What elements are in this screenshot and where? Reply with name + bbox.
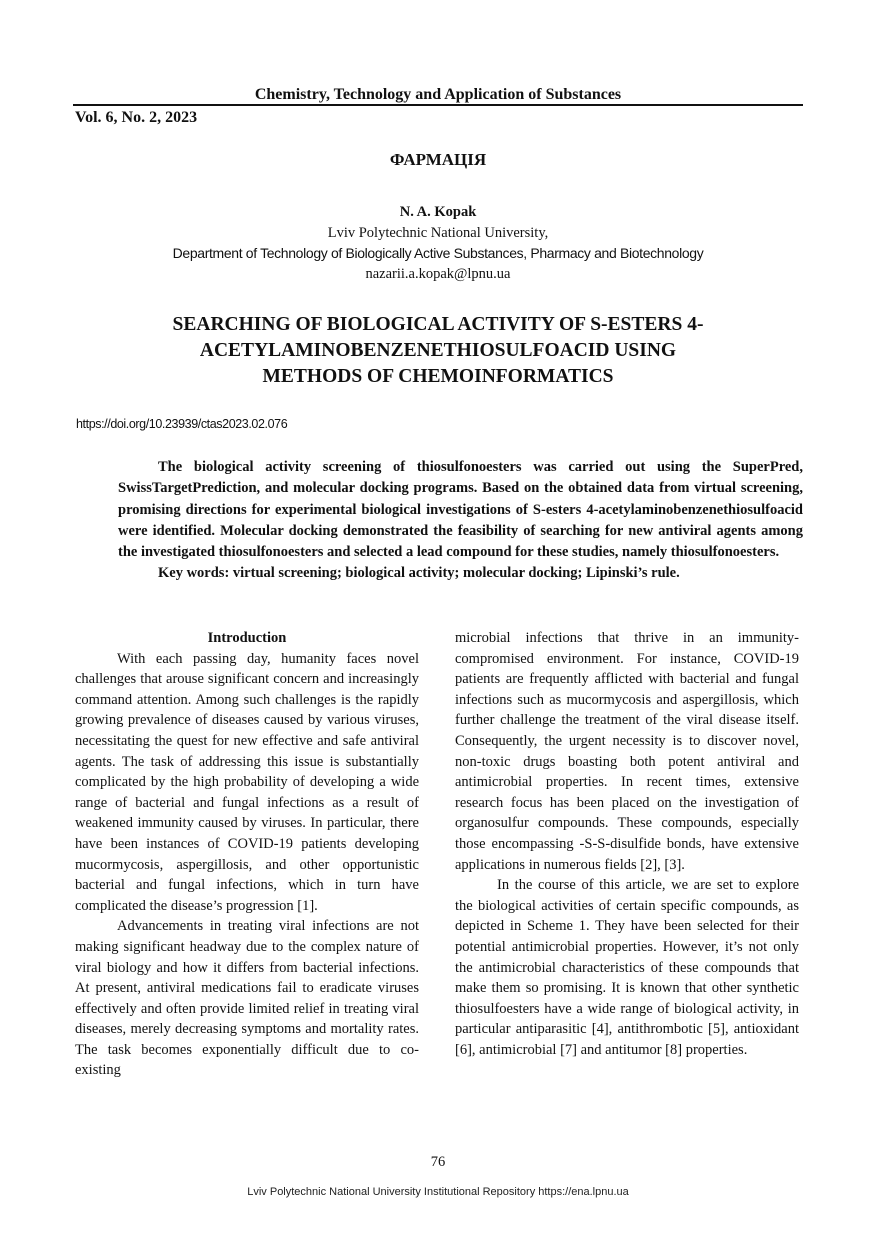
author-affiliation: Lviv Polytechnic National University, bbox=[327, 224, 549, 241]
paragraph: microbial infections that thrive in an immunity-compromised environment. For instance, COVID-19 patients are frequently afflicted with bacterial and fungal infections such as mucormycosis and aspergillosis, which further challenge the treatment of the viral disease itself. Consequently, the urgent necessity is to discover novel, non-toxic drugs boasting both potent antiviral and antimicrobial properties. In recent times, extensive research focus has been placed on the investigation of organosulfur compounds. These compounds, especially those encompassing -S-S-disulfide bonds, have extensive applications in numerous fields [2], [3]. bbox=[455, 630, 799, 873]
author-email[interactable]: nazarii.a.kopak@lpnu.ua bbox=[365, 265, 511, 282]
header-rule bbox=[73, 104, 803, 106]
right-column bbox=[455, 628, 799, 1060]
article-title-line: ACETYLAMINOBENZENETHIOSULFOACID USING bbox=[199, 340, 677, 361]
journal-title: Chemistry, Technology and Application of Substances bbox=[254, 86, 622, 103]
introduction-heading: Introduction bbox=[207, 630, 287, 646]
abstract-text: The biological activity screening of thiosulfonoesters was carried out using the SuperPred, SwissTargetPrediction, and molecular docking programs. Based on the obtained data from virtual screening, promising directions for experimental biological investigations of S-esters 4-acetylaminobenzenethiosulfoacid were identified. Molecular docking demonstrated the feasibility of searching for new antiviral agents among the investigated thiosulfonoesters and selected a lead compound for these studies, namely thiosulfonoesters. bbox=[118, 459, 803, 561]
volume-issue: Vol. 6, No. 2, 2023 bbox=[75, 109, 198, 126]
author-department: Department of Technology of Biologically Active Substances, Pharmacy and Biotechnology bbox=[172, 245, 704, 261]
article-title-line: SEARCHING OF BIOLOGICAL ACTIVITY OF S-ESTERS 4- bbox=[172, 314, 704, 335]
doi-link[interactable]: https://doi.org/10.23939/ctas2023.02.076 bbox=[76, 417, 288, 431]
repository-footer: Lviv Polytechnic National University Institutional Repository https://ena.lpnu.ua bbox=[247, 1186, 629, 1198]
paragraph: In the course of this article, we are set to explore the biological activities of certain specific compounds, as depicted in Scheme 1. They have been selected for their potential antimicrobial properties. However, it’s not only the antimicrobial characteristics of these compounds that make them so promising. It is known that other synthetic thiosulfoesters have a wide range of biological activity, in particular antiparasitic [4], antithrombotic [5], antioxidant [6], antimicrobial [7] and antitumor [8] properties. bbox=[455, 877, 799, 1058]
author-name: N. A. Kopak bbox=[399, 204, 477, 220]
author-block bbox=[73, 202, 803, 284]
paragraph: Advancements in treating viral infections are not making significant headway due to the complex nature of viral biology and how it differs from bacterial infections. At present, antiviral medications fail to eradicate viruses effectively and often provide limited relief in treating viral diseases, merely decreasing symptoms and mortality rates. The task becomes exponentially difficult due to co-existing bbox=[75, 918, 419, 1079]
keywords: Key words: virtual screening; biological activity; molecular docking; Lipinski’s rule. bbox=[158, 565, 680, 582]
paragraph: With each passing day, humanity faces novel challenges that arouse significant concern and increasingly command attention. Among such challenges is the rapidly growing prevalence of diseases caused by various viruses, necessitating the quest for new effective and safe antiviral agents. The task of addressing this issue is substantially complicated by the high probability of developing a wide range of bacterial and fungal infections as a result of weakened immunity caused by viruses. In particular, there have been instances of COVID-19 patients developing mucormycosis, aspergillosis, and other opportunistic bacterial and fungal infections, which in turn have complicated the disease’s progression [1]. bbox=[75, 650, 419, 914]
page-number: 76 bbox=[430, 1154, 446, 1170]
section-heading: ФАРМАЦІЯ bbox=[389, 150, 487, 169]
abstract bbox=[118, 457, 803, 585]
article-title-line: METHODS OF CHEMOINFORMATICS bbox=[262, 366, 614, 387]
article-title bbox=[73, 312, 803, 390]
left-column bbox=[75, 628, 419, 1081]
